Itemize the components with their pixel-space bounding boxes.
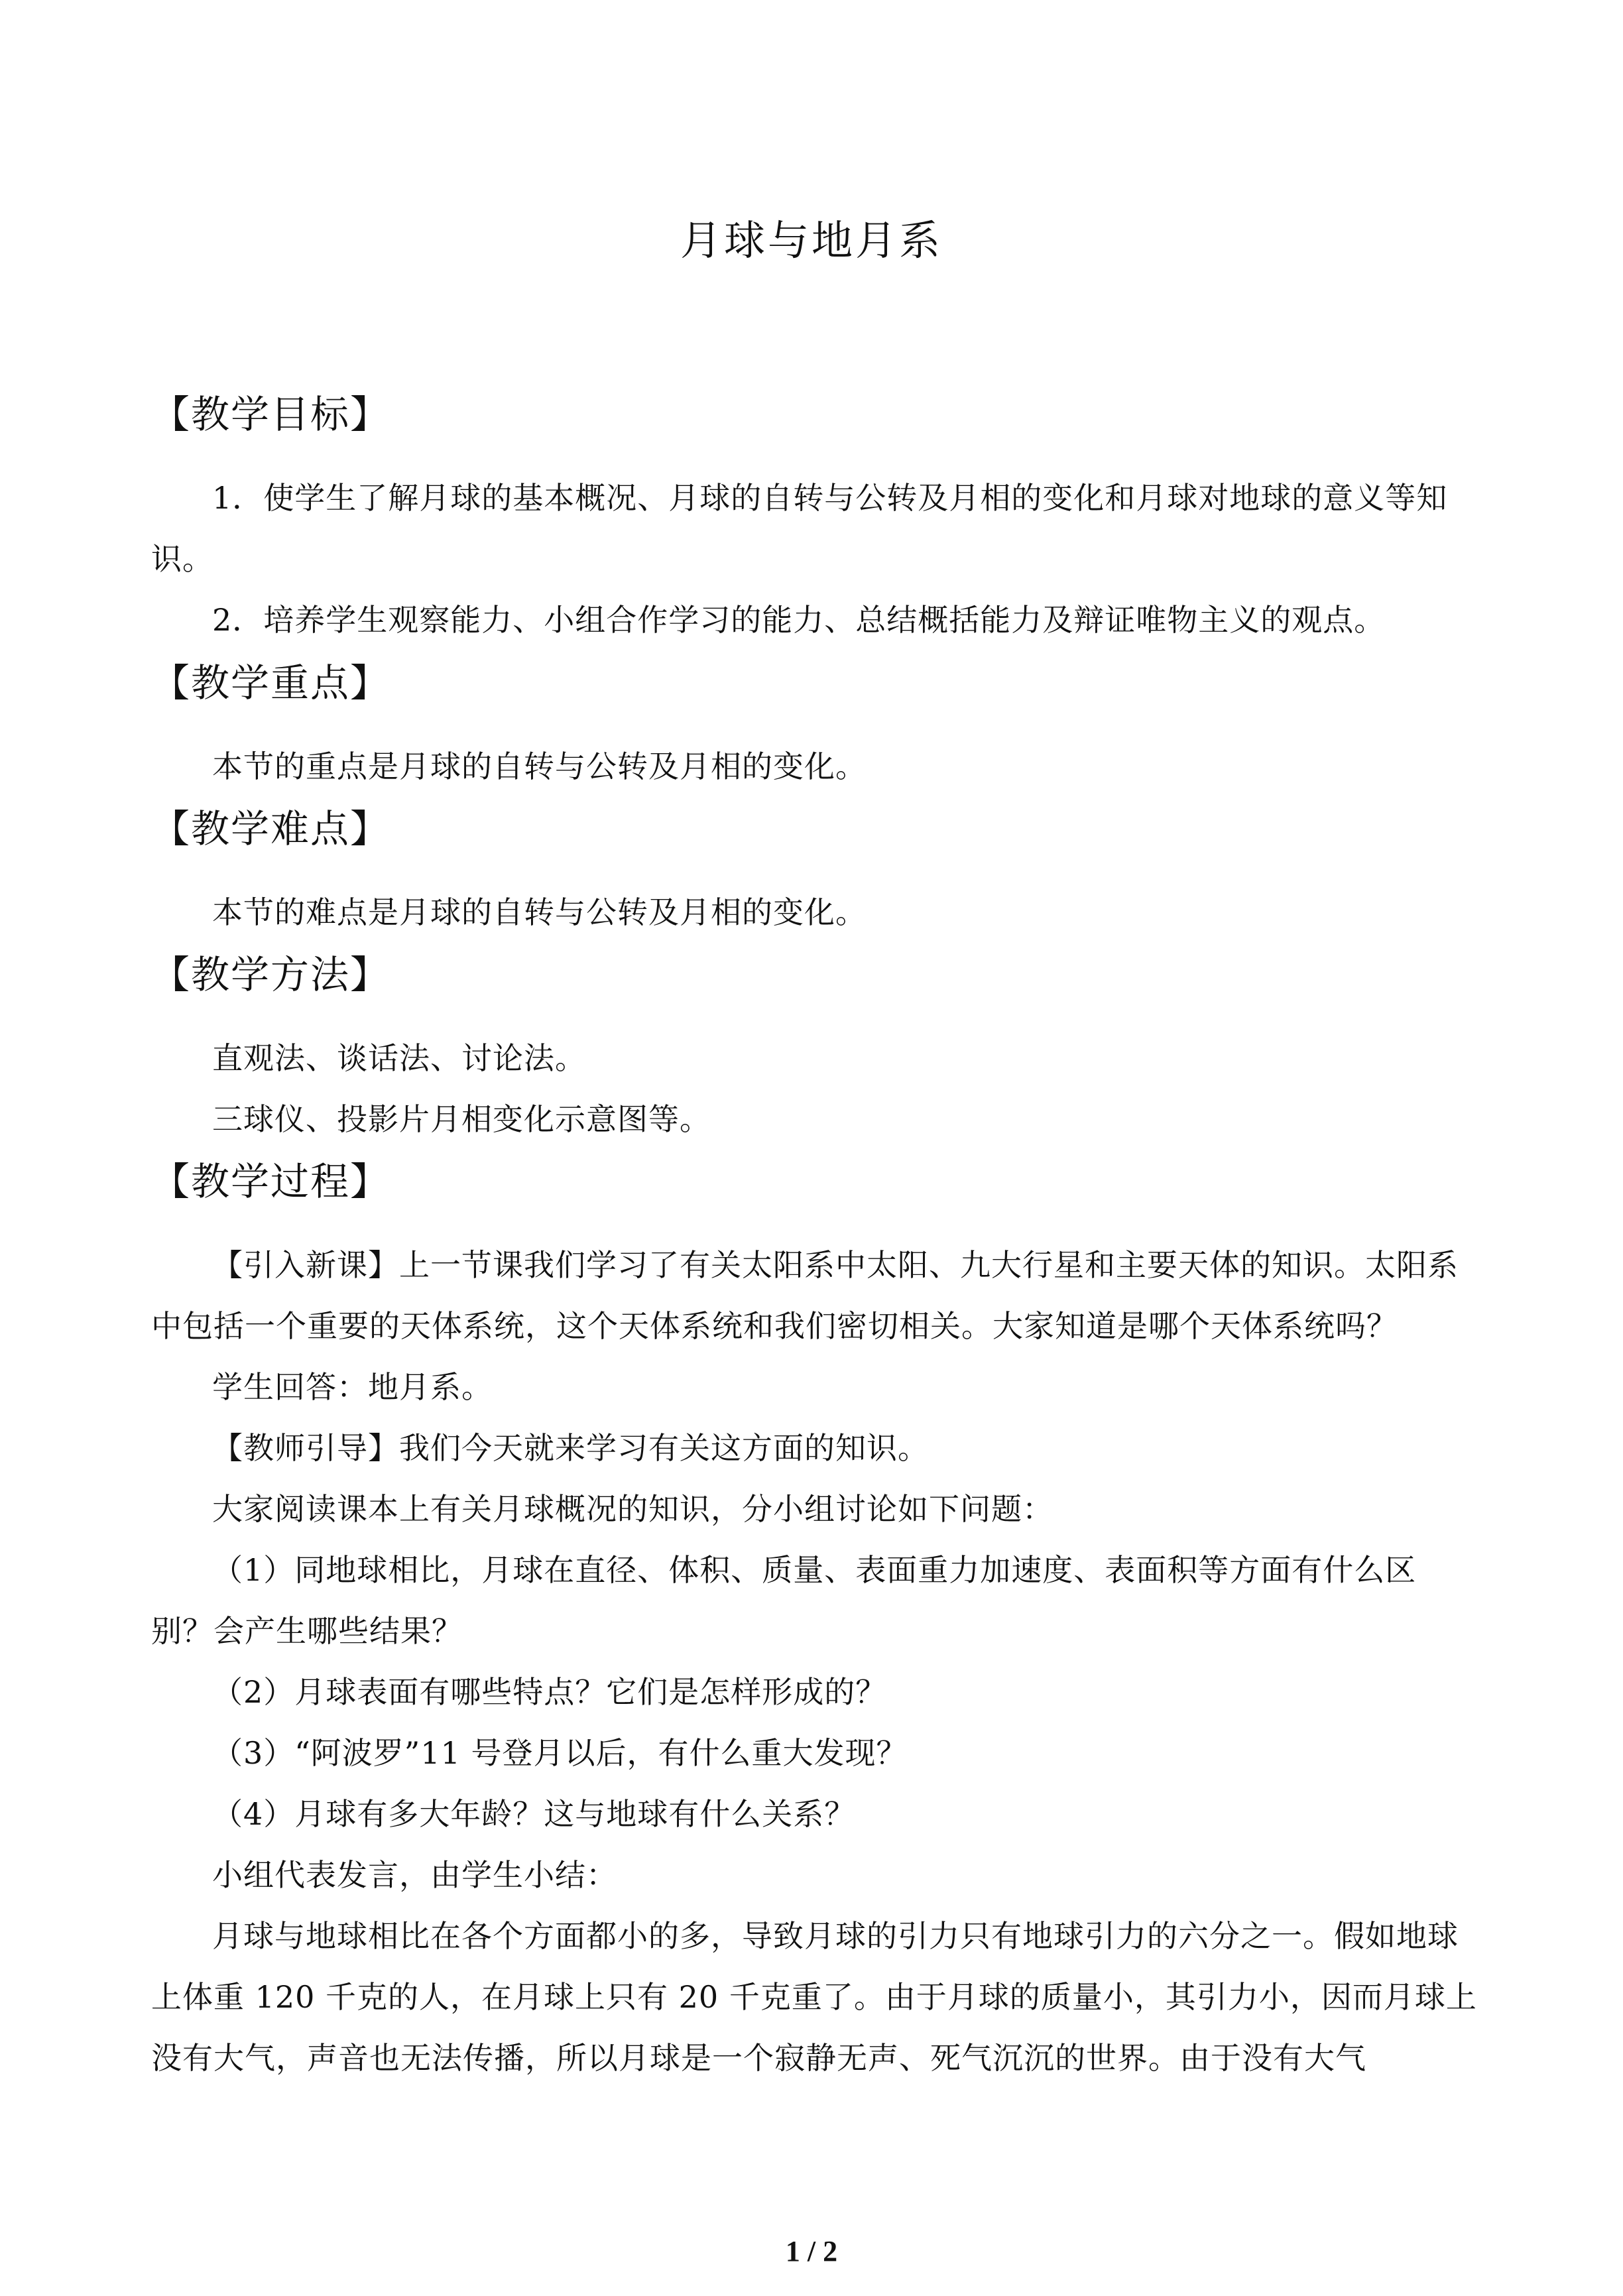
difficulties-text: 本节的难点是月球的自转与公转及月相的变化。 <box>212 894 867 930</box>
heading-process: 【教学过程】 <box>151 1159 391 1204</box>
process-paragraph-teacher-guide: 【教师引导】我们今天就来学习有关这方面的知识。 <box>212 1430 929 1466</box>
process-paragraph-student-answer: 学生回答：地月系。 <box>212 1369 493 1405</box>
methods-line-2: 三球仪、投影片月相变化示意图等。 <box>212 1101 711 1137</box>
process-paragraph-intro: 【引入新课】上一节课我们学习了有关太阳系中太阳、九大行星和主要天体的知识。太阳系中包括一个重要的天体系统，这个天体系统和我们密切相关。大家知道是哪个天体系统吗？ <box>151 1247 1459 1344</box>
document-title: 月球与地月系 <box>680 216 943 265</box>
key-points-text: 本节的重点是月球的自转与公转及月相的变化。 <box>212 749 867 784</box>
methods-line-1: 直观法、谈话法、讨论法。 <box>212 1040 586 1076</box>
heading-key-points: 【教学重点】 <box>151 660 391 705</box>
heading-methods: 【教学方法】 <box>151 952 391 997</box>
process-question-2: （2）月球表面有哪些特点？它们是怎样形成的？ <box>212 1674 887 1710</box>
heading-difficulties: 【教学难点】 <box>151 806 391 851</box>
heading-teaching-goals: 【教学目标】 <box>151 392 391 437</box>
process-question-1: （1）同地球相比，月球在直径、体积、质量、表面重力加速度、表面积等方面有什么区别？会产生哪些结果？ <box>151 1552 1417 1649</box>
process-paragraph-moon-comparison: 月球与地球相比在各个方面都小的多，导致月球的引力只有地球引力的六分之一。假如地球上体重 120 千克的人，在月球上只有 20 千克重了。由于月球的质量小，其引力小，因而月球上没有大气，声音也无法传播，所以月球是一个寂静无声、死气沉沉的世界。由于没有大气 <box>151 1918 1477 2076</box>
process-question-3: （3）“阿波罗”11 号登月以后，有什么重大发现？ <box>212 1735 908 1771</box>
goal-item-1: 1．使学生了解月球的基本概况、月球的自转与公转及月相的变化和月球对地球的意义等知识。 <box>151 480 1448 577</box>
goal-item-2: 2．培养学生观察能力、小组合作学习的能力、总结概括能力及辩证唯物主义的观点。 <box>212 602 1386 638</box>
process-paragraph-reading-task: 大家阅读课本上有关月球概况的知识，分小组讨论如下问题： <box>212 1491 1053 1527</box>
process-paragraph-group-summary: 小组代表发言，由学生小结： <box>212 1857 617 1893</box>
page-number: 1 / 2 <box>785 2235 838 2267</box>
process-question-4: （4）月球有多大年龄？这与地球有什么关系？ <box>212 1796 856 1832</box>
